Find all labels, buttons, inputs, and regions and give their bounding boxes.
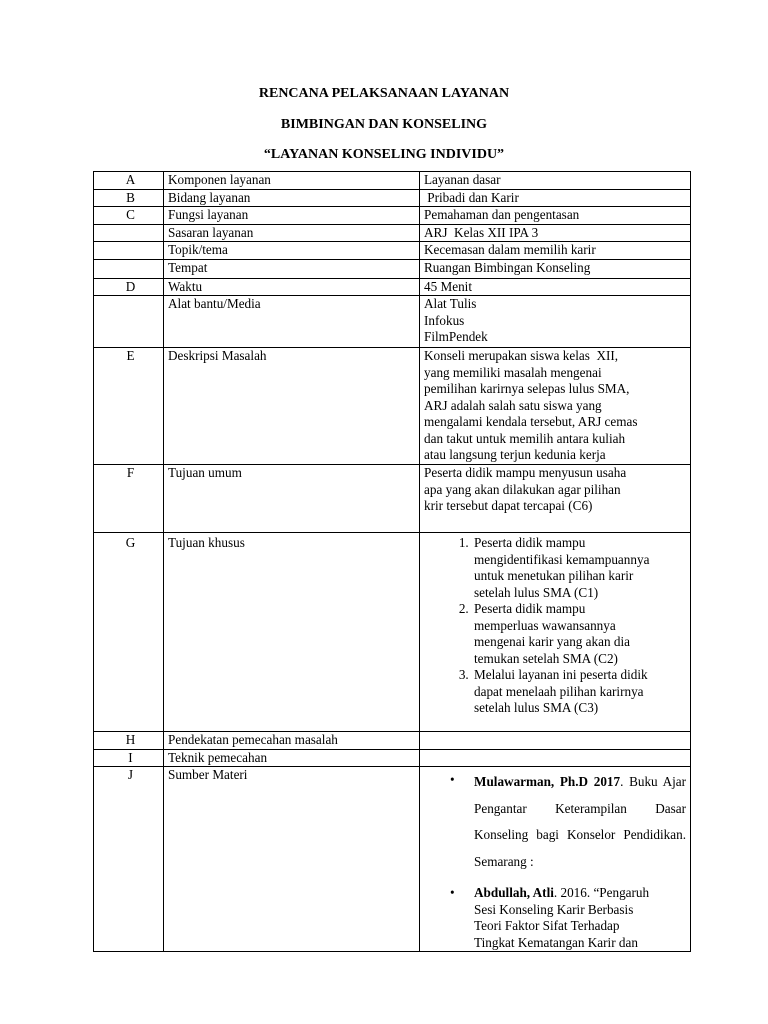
row-code: F bbox=[94, 465, 164, 533]
row-code: B bbox=[94, 189, 164, 207]
row-value bbox=[420, 732, 691, 750]
row-label: Fungsi layanan bbox=[164, 207, 420, 225]
description-line: ARJ adalah salah satu siswa yang bbox=[424, 397, 602, 413]
table-row bbox=[94, 296, 691, 348]
row-label: Komponen layanan bbox=[164, 172, 420, 190]
reference-text: . 2016. “Pengaruh bbox=[553, 885, 650, 900]
reference-text: Tingkat Kematangan Karir dan bbox=[474, 934, 638, 950]
document-header bbox=[0, 86, 768, 163]
table-row bbox=[94, 189, 691, 207]
reference-author: Mulawarman, Ph.D 2017 bbox=[474, 774, 621, 789]
table-row bbox=[94, 172, 691, 190]
list-item bbox=[472, 667, 686, 717]
table-row bbox=[94, 224, 691, 242]
row-code: D bbox=[94, 278, 164, 296]
table-row bbox=[94, 259, 691, 278]
bullet-icon: • bbox=[450, 772, 455, 787]
row-value-list bbox=[420, 296, 691, 348]
row-value: Pemahaman dan pengentasan bbox=[420, 207, 691, 225]
row-code: H bbox=[94, 732, 164, 750]
goal-text: dapat menelaah pilihan karirnya bbox=[474, 683, 644, 699]
goal-text: 2. Peserta didik mampu bbox=[474, 601, 586, 616]
goal-text: untuk menetukan pilihan karir bbox=[474, 568, 634, 583]
list-item bbox=[450, 885, 686, 951]
row-value: 45 Menit bbox=[420, 278, 691, 296]
row-label: Tujuan umum bbox=[164, 465, 420, 533]
reference-list bbox=[424, 767, 690, 951]
table-row bbox=[94, 533, 691, 732]
reference-author: Abdullah, Atli bbox=[474, 885, 554, 900]
row-code-empty bbox=[94, 242, 164, 260]
row-label: Tujuan khusus bbox=[164, 533, 420, 732]
table-row bbox=[94, 749, 691, 767]
row-value bbox=[420, 749, 691, 767]
row-code: E bbox=[94, 348, 164, 465]
general-goal bbox=[420, 465, 691, 533]
reference-sources bbox=[420, 767, 691, 952]
description-line: dan takut untuk memilih antara kuliah bbox=[424, 430, 626, 446]
row-label: Alat bantu/Media bbox=[164, 296, 420, 348]
goal-line: krir tersebut dapat tercapai (C6) bbox=[424, 498, 593, 513]
document-service-title: “LAYANAN KONSELING INDIVIDU” bbox=[263, 147, 505, 162]
row-value: Kecemasan dalam memilih karir bbox=[420, 242, 691, 260]
row-label: Bidang layanan bbox=[164, 189, 420, 207]
row-code-empty bbox=[94, 224, 164, 242]
goal-text: mengidentifikasi kemampuannya bbox=[474, 551, 650, 567]
row-code: G bbox=[94, 533, 164, 732]
reference-text: Sesi Konseling Karir Berbasis bbox=[474, 901, 634, 917]
document-title: RENCANA PELAKSANAAN LAYANAN bbox=[258, 86, 510, 101]
table-row bbox=[94, 732, 691, 750]
row-label: Topik/tema bbox=[164, 242, 420, 260]
description-line: Konseli merupakan siswa kelas XII, bbox=[424, 348, 619, 363]
table-row bbox=[94, 465, 691, 533]
goal-line: apa yang akan dilakukan agar pilihan bbox=[424, 481, 621, 497]
problem-description bbox=[420, 348, 691, 465]
goal-line: Peserta didik mampu menyusun usaha bbox=[424, 465, 627, 480]
reference-text: Teori Faktor Sifat Terhadap bbox=[474, 918, 620, 933]
goal-text: setelah lulus SMA (C1) bbox=[474, 584, 599, 600]
row-code: I bbox=[94, 749, 164, 767]
media-item: FilmPendek bbox=[424, 329, 488, 344]
description-line: mengalami kendala tersebut, ARJ cemas bbox=[424, 414, 638, 429]
table-row bbox=[94, 207, 691, 225]
row-code: J bbox=[94, 767, 164, 952]
row-code-empty bbox=[94, 259, 164, 278]
specific-goals bbox=[420, 533, 691, 732]
row-value: Ruangan Bimbingan Konseling bbox=[420, 259, 691, 278]
row-label: Deskripsi Masalah bbox=[164, 348, 420, 465]
media-item: Infokus bbox=[424, 312, 465, 328]
row-value: Layanan dasar bbox=[420, 172, 691, 190]
table-row bbox=[94, 767, 691, 952]
bullet-icon: • bbox=[450, 885, 455, 900]
row-value: ARJ Kelas XII IPA 3 bbox=[420, 224, 691, 242]
goal-text: setelah lulus SMA (C3) bbox=[474, 700, 599, 715]
row-label: Pendekatan pemecahan masalah bbox=[164, 732, 420, 750]
list-item bbox=[472, 535, 686, 601]
list-item bbox=[450, 767, 687, 875]
table-row bbox=[94, 242, 691, 260]
row-code: C bbox=[94, 207, 164, 225]
specific-goals-list bbox=[424, 535, 690, 717]
description-line: pemilihan karirnya selepas lulus SMA, bbox=[424, 381, 630, 396]
row-label: Sasaran layanan bbox=[164, 224, 420, 242]
row-label: Sumber Materi bbox=[164, 767, 420, 952]
row-code-empty bbox=[94, 296, 164, 348]
document-subtitle: BIMBINGAN DAN KONSELING bbox=[280, 117, 488, 132]
goal-text: 1. Peserta didik mampu bbox=[474, 535, 586, 550]
list-item bbox=[472, 601, 686, 667]
goal-text: temukan setelah SMA (C2) bbox=[474, 650, 618, 666]
row-label: Waktu bbox=[164, 278, 420, 296]
reference-text: . Buku Ajar Pengantar Keterampilan Dasar Konseling bagi Konselor Pendidikan. Semarang : bbox=[474, 774, 687, 869]
table-row bbox=[94, 348, 691, 465]
description-line: atau langsung terjun kedunia kerja bbox=[424, 447, 606, 462]
table-row bbox=[94, 278, 691, 296]
media-item: Alat Tulis bbox=[424, 296, 477, 311]
row-value: Pribadi dan Karir bbox=[420, 189, 691, 207]
goal-text: mengenai karir yang akan dia bbox=[474, 634, 630, 649]
row-code: A bbox=[94, 172, 164, 190]
row-label: Teknik pemecahan bbox=[164, 749, 420, 767]
goal-text: memperluas wawansannya bbox=[474, 617, 616, 633]
description-line: yang memiliki masalah mengenai bbox=[424, 364, 602, 380]
service-plan-table bbox=[93, 171, 691, 952]
goal-text: 3. Melalui layanan ini peserta didik bbox=[474, 667, 648, 682]
row-label: Tempat bbox=[164, 259, 420, 278]
